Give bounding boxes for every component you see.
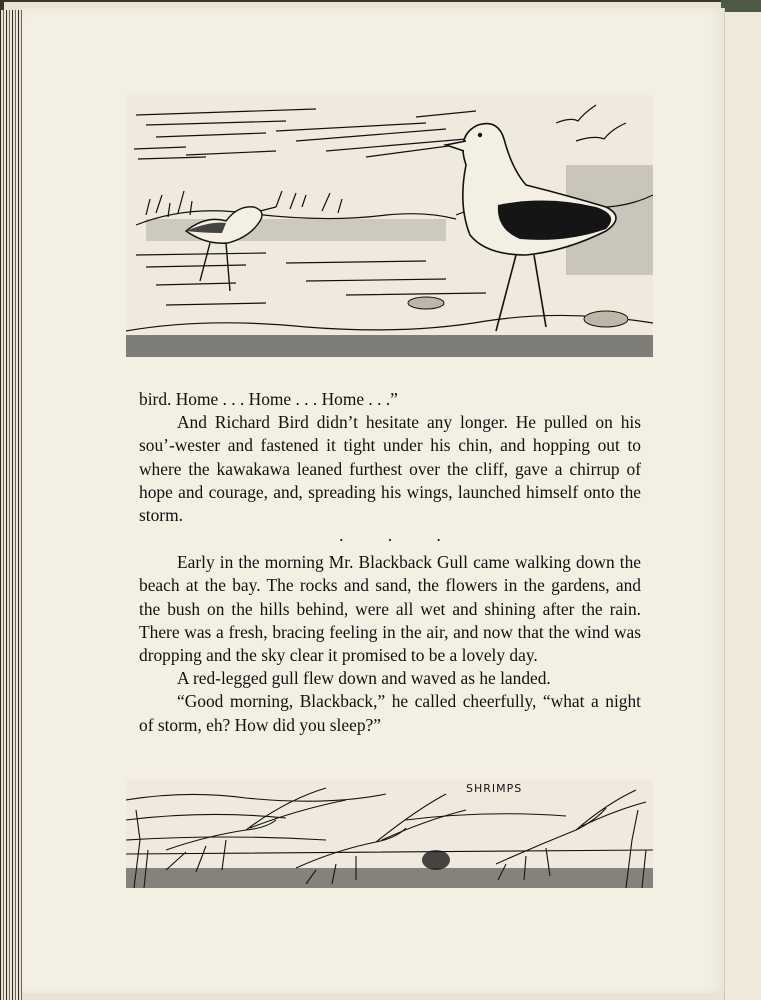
- paragraph-continuation: bird. Home . . . Home . . . Home . . .”: [139, 389, 398, 409]
- binding-cloth: [721, 0, 761, 12]
- facing-page: [724, 8, 761, 1000]
- section-separator: . . .: [339, 525, 441, 546]
- page-body-text: [139, 388, 641, 737]
- paragraph-morning: Early in the morning Mr. Blackback Gull came walking down the beach at the bay. The rocks and sand, the flowers in the gardens, and the bush on the hills behind, were all wet and shining after the rain. There was a fresh, bracing feeling in the air, and now that the wind was dropping and the sky clear it promised to be a lovely day.: [139, 552, 641, 666]
- book-page: [22, 8, 725, 993]
- page-stack-edge: [0, 10, 22, 1000]
- gulls-illustration: [126, 95, 653, 357]
- shrimps-illustration: [126, 780, 653, 888]
- paragraph-good-morning: “Good morning, Blackback,” he called cheerfully, “what a night of storm, eh? How did you sleep?”: [139, 691, 641, 735]
- paragraph-richard-bird: And Richard Bird didn’t hesitate any longer. He pulled on his sou’-wester and fastened it tight under his chin, and hopping out to where the kawakawa leaned furthest over the cliff, gave a chirrup of hope and courage, and, spreading his wings, launched himself onto the storm.: [139, 412, 641, 526]
- shrimps-caption: SHRIMPS: [466, 782, 523, 795]
- paragraph-red-legged-gull: A red-legged gull flew down and waved as he landed.: [177, 668, 551, 689]
